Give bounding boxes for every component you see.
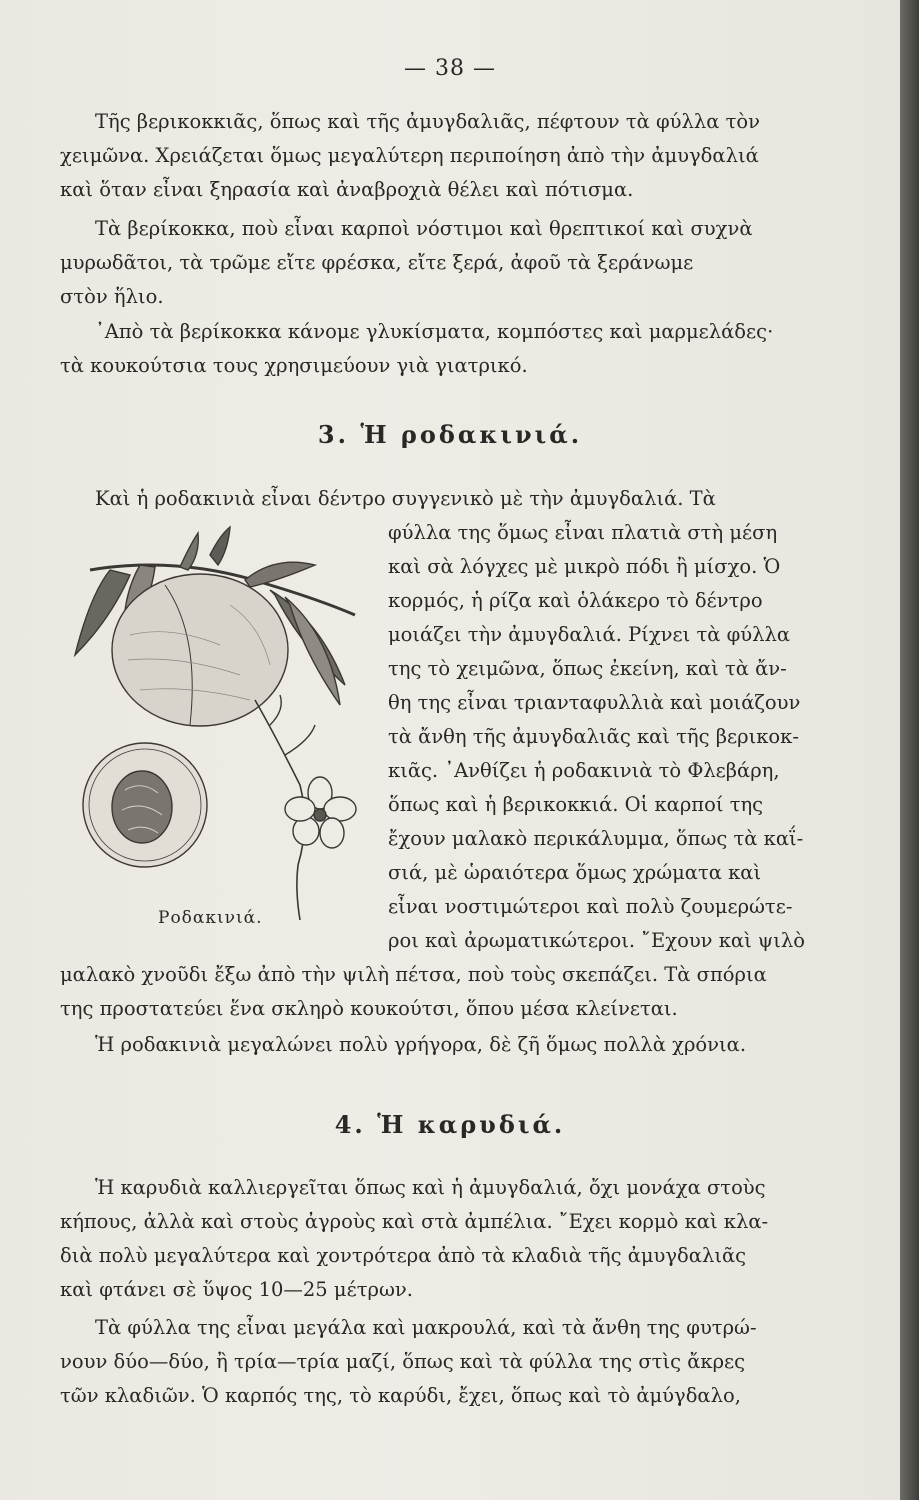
text-line: τῶν κλαδιῶν. Ὁ καρπός της, τὸ καρύδι, ἔχει, ὅπως καὶ τὸ ἀμύγδαλο, [60, 1384, 741, 1407]
page-edge-shadow [900, 0, 919, 1500]
figure-caption: Ροδακινιά. [158, 908, 263, 928]
text-line: στὸν ἥλιο. [60, 285, 164, 308]
text-line: εἶναι νοστιμώτεροι καὶ πολὺ ζουμερώτε- [388, 895, 793, 918]
peach-illustration [70, 525, 370, 925]
text-line: καὶ σὰ λόγχες μὲ μικρὸ πόδι ἢ μίσχο. Ὁ [388, 555, 781, 578]
leaf-icon [285, 597, 340, 705]
text-line: κήπους, ἀλλὰ καὶ στοὺς ἀγροὺς καὶ στὰ ἀμπέλια. ῎Εχει κορμὸ καὶ κλα- [60, 1210, 769, 1233]
text-line: ἔχουν μαλακὸ περικάλυμμα, ὅπως τὰ καΐ- [388, 827, 804, 850]
text-line: καὶ ὅταν εἶναι ξηρασία καὶ ἀναβροχιὰ θέλει καὶ πότισμα. [60, 178, 634, 201]
page-number: — 38 — [404, 56, 496, 81]
leaf-icon [210, 527, 230, 565]
text-line: ὅπως καὶ ἡ βερικοκκιά. Οἱ καρποί της [388, 793, 764, 816]
blossom [285, 777, 356, 848]
text-line: Ἡ καρυδιὰ καλλιεργεῖται ὅπως καὶ ἡ ἀμυγδαλιά, ὄχι μονάχα στοὺς [95, 1176, 766, 1199]
text-line: τὰ ἄνθη τῆς ἀμυγδαλιᾶς καὶ τῆς βερικοκ- [388, 725, 799, 748]
text-line: Τῆς βερικοκκιᾶς, ὅπως καὶ τῆς ἀμυγδαλιᾶς, πέφτουν τὰ φύλλα τὸν [95, 110, 760, 133]
text-line: σιά, μὲ ὡραιότερα ὅμως χρώματα καὶ [388, 861, 762, 884]
peach-pit [112, 771, 172, 843]
text-line: χειμῶνα. Χρειάζεται ὅμως μεγαλύτερη περιποίηση ἀπὸ τὴν ἀμυγδαλιά [60, 144, 759, 167]
text-line: Ἡ ροδακινιὰ μεγαλώνει πολὺ γρήγορα, δὲ ζῆ ὅμως πολλὰ χρόνια. [95, 1033, 747, 1056]
text-line: κιᾶς. ᾿Ανθίζει ἡ ροδακινιὰ τὸ Φλεβάρη, [388, 759, 780, 782]
text-line: ροι καὶ ἀρωματικώτεροι. ῎Εχουν καὶ ψιλὸ [388, 929, 805, 952]
text-line: θη της εἶναι τριανταφυλλιὰ καὶ μοιάζουν [388, 691, 801, 714]
peach-fruit [112, 574, 288, 726]
section-heading: 3. Ἡ ροδακινιά. [317, 420, 583, 449]
text-line: μοιάζει τὴν ἀμυγδαλιά. Ρίχνει τὰ φύλλα [388, 623, 791, 646]
leaf-icon [245, 562, 315, 587]
text-line: Τὰ βερίκοκκα, ποὺ εἶναι καρποὶ νόστιμοι καὶ θρεπτικοί καὶ συχνὰ [95, 217, 753, 240]
text-line: διὰ πολὺ μεγαλύτερα καὶ χοντρότερα ἀπὸ τὰ κλαδιὰ τῆς ἀμυγδαλιᾶς [60, 1244, 747, 1267]
text-line: Τὰ φύλλα της εἶναι μεγάλα καὶ μακρουλά, καὶ τὰ ἄνθη της φυτρώ- [95, 1316, 757, 1339]
text-line: νουν δύο—δύο, ἢ τρία—τρία μαζί, ὅπως καὶ τὰ φύλλα της στὶς ἄκρες [60, 1350, 746, 1373]
text-line: της τὸ χειμῶνα, ὅπως ἐκείνη, καὶ τὰ ἄν- [388, 657, 787, 680]
text-line: κορμός, ἡ ρίζα καὶ ὁλάκερο τὸ δέντρο [388, 589, 763, 612]
text-line: μαλακὸ χνοῦδι ἔξω ἀπὸ τὴν ψιλὴ πέτσα, ποὺ τοὺς σκεπάζει. Τὰ σπόρια [60, 963, 767, 986]
text-line: τὰ κουκούτσια τους χρησιμεύουν γιὰ γιατρικό. [60, 354, 528, 377]
section-heading: 4. Ἡ καρυδιά. [334, 1110, 566, 1139]
text-line: Καὶ ἡ ροδακινιὰ εἶναι δέντρο συγγενικὸ μὲ τὴν ἀμυγδαλιά. Τὰ [95, 487, 716, 510]
text-line: φύλλα της ὅμως εἶναι πλατιὰ στὴ μέση [388, 521, 778, 544]
text-line: ᾿Απὸ τὰ βερίκοκκα κάνομε γλυκίσματα, κομπόστες καὶ μαρμελάδες· [95, 320, 774, 343]
text-line: της προστατεύει ἕνα σκληρὸ κουκούτσι, ὅπου μέσα κλείνεται. [60, 997, 678, 1020]
leaf-icon [180, 533, 198, 570]
text-line: μυρωδᾶτοι, τὰ τρῶμε εἴτε φρέσκα, εἴτε ξερά, ἀφοῦ τὰ ξεράνωμε [60, 251, 694, 274]
text-line: καὶ φτάνει σὲ ὕψος 10—25 μέτρων. [60, 1278, 413, 1301]
